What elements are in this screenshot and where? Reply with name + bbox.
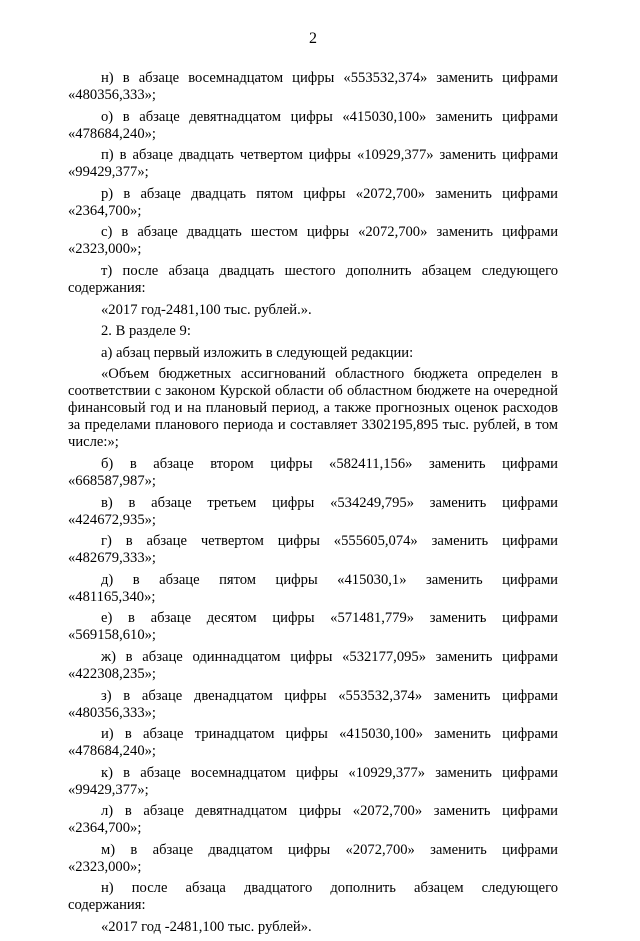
amendment-item	[68, 109, 558, 143]
amendment-line: т) после абзаца двадцать шестого дополнить абзацем следующего	[101, 262, 558, 279]
amendment-value: «478684,240»;	[68, 743, 156, 760]
amendment-line: д) в абзаце пятом цифры «415030,1» заменить цифрами	[101, 571, 558, 588]
amendment-item	[68, 649, 558, 683]
item-a: а) абзац первый изложить в следующей редакции:	[101, 344, 414, 361]
amendment-line: б) в абзаце втором цифры «582411,156» заменить цифрами	[101, 455, 558, 472]
amendment-item	[68, 688, 558, 722]
amendment-value: «480356,333»;	[68, 704, 156, 721]
amendment-item	[68, 842, 558, 876]
amendment-line: г) в абзаце четвертом цифры «555605,074» заменить цифрами	[101, 533, 558, 550]
amendments-list-a	[68, 70, 558, 297]
amendment-value: содержания:	[68, 279, 146, 296]
amendment-item	[68, 803, 558, 837]
addition-2017-a: «2017 год-2481,100 тыс. рублей.».	[101, 301, 312, 318]
amendment-value: «482679,333»;	[68, 550, 156, 567]
amendment-item	[68, 147, 558, 181]
amendment-item	[68, 456, 558, 490]
amendment-value: «480356,333»;	[68, 87, 156, 103]
amendment-line: з) в абзаце двенадцатом цифры «553532,374» заменить цифрами	[101, 687, 558, 704]
document-page	[68, 30, 558, 941]
amendment-item	[68, 610, 558, 644]
amendment-item	[68, 765, 558, 799]
amendment-line: н) после абзаца двадцатого дополнить абзацем следующего	[101, 880, 558, 897]
amendment-item	[68, 495, 558, 529]
amendment-value: «2364,700»;	[68, 820, 142, 837]
amendment-item	[68, 533, 558, 567]
amendment-item	[68, 263, 558, 297]
amendment-item	[68, 70, 558, 104]
amendment-line: н) в абзаце восемнадцатом цифры «553532,374» заменить цифрами	[101, 70, 558, 86]
amendment-line: и) в абзаце тринадцатом цифры «415030,100» заменить цифрами	[101, 726, 558, 743]
amendment-value: «2323,000»;	[68, 858, 142, 875]
amendment-line: е) в абзаце десятом цифры «571481,779» заменить цифрами	[101, 610, 558, 627]
amendment-line: к) в абзаце восемнадцатом цифры «10929,377» заменить цифрами	[101, 764, 558, 781]
amendment-item	[68, 224, 558, 258]
amendments-list-b	[68, 456, 558, 915]
amendment-value: «668587,987»;	[68, 472, 156, 489]
amendment-value: «2364,700»;	[68, 202, 142, 219]
amendment-item	[68, 880, 558, 914]
amendment-line: с) в абзаце двадцать шестом цифры «2072,700» заменить цифрами	[101, 224, 558, 241]
amendment-value: «424672,935»;	[68, 511, 156, 528]
amendment-line: п) в абзаце двадцать четвертом цифры «10929,377» заменить цифрами	[101, 147, 558, 164]
amendment-value: «422308,235»;	[68, 665, 156, 682]
amendment-item	[68, 186, 558, 220]
amendment-value: «478684,240»;	[68, 125, 156, 142]
amendment-line: ж) в абзаце одиннадцатом цифры «532177,095» заменить цифрами	[101, 648, 558, 665]
quoted-paragraph: «Объем бюджетных ассигнований областного бюджета определен в соответствии с законом Курской области об областном бюджете на очередной финансовый год и на плановый период, а также прогнозных оценок расходов за пределами планового периода и составляет 3302195,895 тыс. рублей, в том числе:»;	[68, 366, 558, 451]
amendment-value: содержания:	[68, 897, 146, 914]
amendment-line: м) в абзаце двадцатом цифры «2072,700» заменить цифрами	[101, 841, 558, 858]
amendment-line: о) в абзаце девятнадцатом цифры «415030,100» заменить цифрами	[101, 108, 558, 125]
amendment-value: «481165,340»;	[68, 588, 156, 605]
amendment-value: «99429,377»;	[68, 164, 149, 181]
amendment-value: «2323,000»;	[68, 241, 142, 258]
amendment-item	[68, 726, 558, 760]
amendment-line: в) в абзаце третьем цифры «534249,795» заменить цифрами	[101, 494, 558, 511]
section-heading: 2. В разделе 9:	[101, 323, 191, 340]
amendment-line: р) в абзаце двадцать пятом цифры «2072,700» заменить цифрами	[101, 185, 558, 202]
amendment-value: «99429,377»;	[68, 781, 149, 798]
amendment-line: л) в абзаце девятнадцатом цифры «2072,700» заменить цифрами	[101, 803, 558, 820]
amendment-value: «569158,610»;	[68, 627, 156, 644]
addition-2017-b: «2017 год -2481,100 тыс. рублей».	[101, 919, 312, 936]
page-number: 2	[309, 30, 317, 47]
amendment-item	[68, 572, 558, 606]
